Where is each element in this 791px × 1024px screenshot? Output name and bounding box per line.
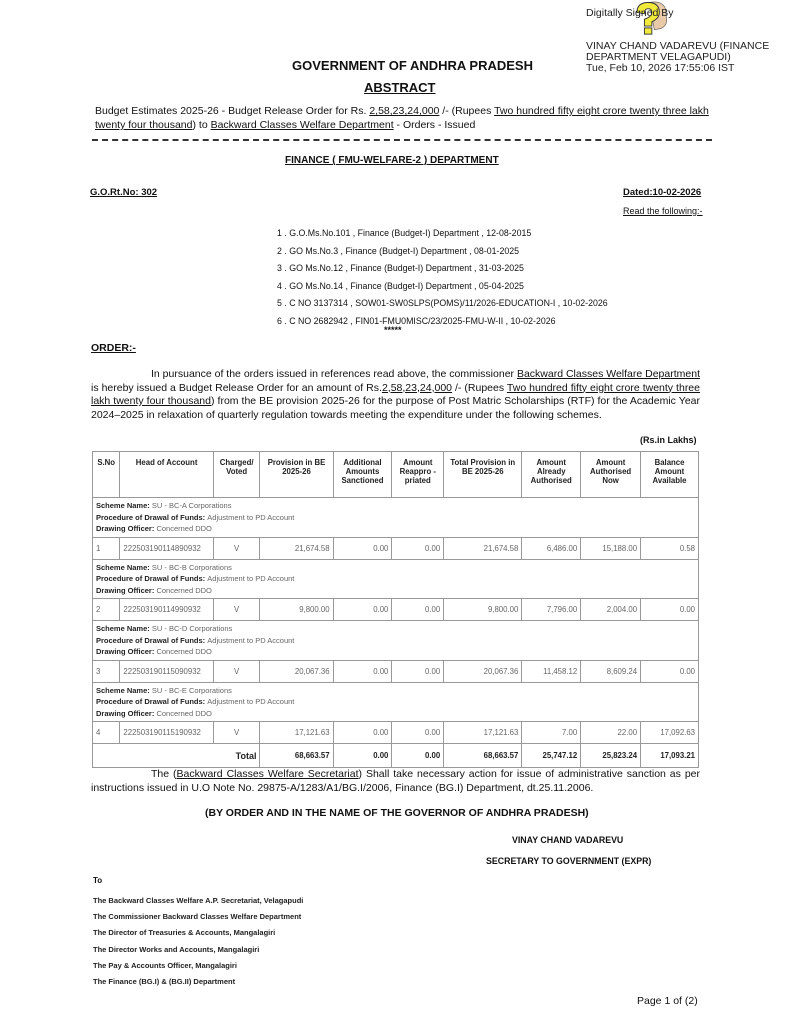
recipient-item: The Director of Treasuries & Accounts, Mangalagiri — [93, 928, 276, 938]
digital-signature-block — [586, 8, 791, 74]
order-heading: ORDER:- — [91, 342, 136, 354]
total-cell: 25,747.12 — [522, 744, 581, 768]
table-cell: 222503190114990932 — [120, 599, 213, 621]
table-cell: 0.00 — [392, 722, 444, 744]
drawing-officer-label: Drawing Officer: — [96, 524, 157, 533]
go-number: G.O.Rt.No: 302 — [90, 187, 158, 198]
footer-text: The ( — [151, 768, 177, 780]
recipient-item: The Backward Classes Welfare A.P. Secretariat, Velagapudi — [93, 896, 304, 905]
signature-timestamp: Tue, Feb 10, 2026 17:55:06 IST — [586, 62, 735, 74]
abstract-title: ABSTRACT — [364, 80, 436, 95]
procedure-value: Adjustment to PD Account — [207, 574, 295, 583]
table-cell: 15,188.00 — [581, 537, 641, 559]
col-header: Amount Authorised Now — [581, 452, 641, 498]
table-row — [93, 537, 699, 559]
col-header: Additional Amounts Sanctioned — [333, 452, 392, 498]
scheme-info-row — [93, 621, 699, 661]
signature-signer-line2: DEPARTMENT VELAGAPUDI) — [586, 51, 731, 63]
subject-text: Budget Estimates 2025-26 - Budget Release Order for Rs. — [95, 105, 370, 117]
procedure-value: Adjustment to PD Account — [207, 635, 295, 645]
total-cell: 0.00 — [333, 744, 392, 768]
order-paragraph — [91, 368, 700, 422]
table-cell: 222503190114890932 — [120, 537, 213, 559]
drawing-officer-label: Drawing Officer: — [96, 708, 157, 718]
scheme-name-label: Scheme Name: — [96, 562, 152, 572]
recipient-item: The Finance (BG.I) & (BG.II) Department — [93, 976, 236, 986]
table-cell: 0.00 — [641, 660, 699, 682]
table-header-row — [93, 452, 699, 498]
reference-item: 3 . GO Ms.No.12 , Finance (Budget-I) Department , 31-03-2025 — [277, 263, 524, 273]
procedure-label: Procedure of Drawal of Funds: — [96, 635, 208, 645]
scheme-name-label: Scheme Name: — [96, 685, 152, 695]
table-cell: V — [213, 722, 260, 744]
col-header: Charged/ Voted — [213, 452, 260, 498]
drawing-officer-value: Concerned DDO — [156, 647, 212, 656]
procedure-value: Adjustment to PD Account — [207, 512, 295, 522]
table-cell: 20,067.36 — [444, 660, 522, 682]
table-cell: 0.00 — [392, 537, 444, 559]
table-cell: 17,121.63 — [260, 722, 333, 744]
order-text: ) from the BE provision 2025-26 for the purpose of Post Matric Scholarships (RTF) for the Academic Year 2024–2025 in relaxation of quarterly regulation towards meeting the expenditure under the following schemes. — [91, 395, 700, 421]
dashed-divider — [92, 139, 712, 141]
table-cell: 7.00 — [522, 722, 581, 744]
table-cell: V — [213, 599, 260, 621]
table-cell: 3 — [93, 660, 120, 682]
scheme-info — [93, 559, 699, 599]
footer-paragraph — [91, 768, 700, 795]
scheme-info-row — [93, 682, 699, 722]
signer-name: VINAY CHAND VADAREVU — [512, 835, 624, 845]
subject-line — [95, 104, 715, 132]
table-row — [93, 660, 699, 682]
scheme-info — [93, 621, 699, 661]
table-cell: 0.00 — [333, 599, 392, 621]
separator-stars: ***** — [384, 325, 402, 335]
order-amount: 2,58,23,24,000 — [381, 381, 453, 394]
total-cell: 25,823.24 — [581, 744, 641, 768]
table-cell: 2 — [93, 599, 120, 621]
drawing-officer-value: Concerned DDO — [156, 524, 212, 533]
to-label: To — [93, 876, 103, 885]
total-cell: 17,093.21 — [641, 744, 699, 768]
reference-item: 6 . C NO 2682942 , FIN01-FMU0MISC/23/2025-FMU-W-II , 10-02-2026 — [277, 315, 556, 326]
department-title: FINANCE ( FMU-WELFARE-2 ) DEPARTMENT — [285, 155, 499, 166]
table-total-row — [93, 744, 699, 768]
signature-signer-line1: VINAY CHAND VADAREVU (FINANCE — [586, 40, 770, 52]
scheme-name: SU - BC-E Corporations — [151, 685, 232, 695]
table-cell: 17,092.63 — [641, 722, 699, 744]
go-date: Dated:10-02-2026 — [623, 187, 702, 198]
page-number: Page 1 of (2) — [637, 995, 698, 1007]
table-cell: 2,004.00 — [581, 599, 641, 621]
table-cell: 0.58 — [641, 537, 699, 559]
table-cell: 222503190115090932 — [120, 660, 213, 682]
scheme-info-row — [93, 559, 699, 599]
table-cell: 0.00 — [392, 599, 444, 621]
table-cell: 0.00 — [392, 660, 444, 682]
table-cell: 0.00 — [333, 722, 392, 744]
recipient-item: The Pay & Accounts Officer, Mangalagiri — [93, 960, 237, 970]
scheme-name: SU - BC-B Corporations — [151, 562, 232, 572]
scheme-info — [93, 498, 699, 538]
read-following-label: Read the following:- — [623, 206, 703, 216]
table-cell: 1 — [93, 537, 120, 559]
subject-amount-words: Two hundred fifty eight crore twenty three lakh twenty four thousand — [95, 105, 709, 131]
table-row — [93, 722, 699, 744]
scheme-info-row — [93, 498, 699, 538]
total-cell: 0.00 — [392, 744, 444, 768]
col-header: Total Provision in BE 2025-26 — [444, 452, 522, 498]
table-cell: 0.00 — [641, 599, 699, 621]
footer-secretariat: Backward Classes Welfare Secretariat — [176, 768, 359, 780]
scheme-name: SU - BC-A Corporations — [151, 501, 232, 510]
drawing-officer-label: Drawing Officer: — [96, 647, 157, 656]
table-row — [93, 599, 699, 621]
table-cell: 21,674.58 — [260, 537, 333, 559]
subject-text: /- (Rupees — [439, 105, 495, 117]
subject-amount: 2,58,23,24,000 — [369, 105, 440, 117]
order-department: Backward Classes Welfare Department — [516, 368, 700, 380]
scheme-name-label: Scheme Name: — [96, 501, 152, 510]
scheme-name: SU - BC-D Corporations — [151, 624, 233, 633]
total-label: Total — [93, 744, 260, 768]
subject-text: - Orders - Issued — [393, 119, 476, 131]
table-cell: 0.00 — [333, 660, 392, 682]
table-units: (Rs.in Lakhs) — [640, 435, 697, 445]
reference-item: 2 . GO Ms.No.3 , Finance (Budget-I) Department , 08-01-2025 — [277, 245, 520, 256]
by-order-line: (BY ORDER AND IN THE NAME OF THE GOVERNOR OF ANDHRA PRADESH) — [205, 807, 589, 819]
order-text: is hereby issued a Budget Release Order for an amount of Rs. — [91, 381, 382, 394]
subject-text: ) to — [192, 119, 211, 131]
col-header: Balance Amount Available — [641, 452, 699, 498]
order-text: In pursuance of the orders issued in references read above, the commissioner — [151, 368, 517, 380]
table-cell: 22.00 — [581, 722, 641, 744]
signer-designation: SECRETARY TO GOVERNMENT (EXPR) — [486, 856, 652, 866]
recipient-item: The Director Works and Accounts, Mangalagiri — [93, 944, 260, 954]
table-cell: 9,800.00 — [260, 599, 333, 621]
signature-label: Digitally Signed By — [586, 7, 674, 19]
drawing-officer-value: Concerned DDO — [156, 585, 212, 595]
col-header: Head of Account — [120, 452, 213, 498]
procedure-value: Adjustment to PD Account — [207, 697, 295, 706]
table-cell: 222503190115190932 — [120, 722, 213, 744]
table-cell: 8,609.24 — [581, 660, 641, 682]
order-amount-words: Two hundred fifty eight crore twenty three lakh twenty four thousand — [91, 381, 700, 407]
total-cell: 68,663.57 — [260, 744, 333, 768]
table-cell: 0.00 — [333, 537, 392, 559]
budget-table — [92, 451, 699, 768]
subject-department: Backward Classes Welfare Department — [210, 119, 394, 131]
total-cell: 68,663.57 — [444, 744, 522, 768]
government-title: GOVERNMENT OF ANDHRA PRADESH — [292, 58, 533, 73]
procedure-label: Procedure of Drawal of Funds: — [96, 697, 208, 706]
reference-item: 4 . GO Ms.No.14 , Finance (Budget-I) Department , 05-04-2025 — [277, 280, 524, 291]
col-header: Provision in BE 2025-26 — [260, 452, 333, 498]
references-list — [277, 227, 608, 332]
table-cell: V — [213, 660, 260, 682]
recipients-list — [93, 896, 303, 993]
table-cell: 21,674.58 — [444, 537, 522, 559]
drawing-officer-value: Concerned DDO — [156, 708, 212, 718]
recipient-item: The Commissioner Backward Classes Welfare Department — [93, 912, 302, 922]
table-cell: 4 — [93, 722, 120, 744]
col-header: Amount Reappro -priated — [392, 452, 444, 498]
table-cell: 6,486.00 — [522, 537, 581, 559]
table-cell: 20,067.36 — [260, 660, 333, 682]
drawing-officer-label: Drawing Officer: — [96, 585, 157, 595]
table-cell: 9,800.00 — [444, 599, 522, 621]
col-header: Amount Already Authorised — [522, 452, 581, 498]
procedure-label: Procedure of Drawal of Funds: — [96, 512, 208, 522]
reference-item: 5 . C NO 3137314 , SOW01-SW0SLPS(POMS)/11/2026-EDUCATION-I , 10-02-2026 — [277, 298, 608, 308]
table-cell: 17,121.63 — [444, 722, 522, 744]
scheme-name-label: Scheme Name: — [96, 624, 152, 633]
table-cell: 11,458.12 — [522, 660, 581, 682]
scheme-info — [93, 682, 699, 722]
reference-item: 1 . G.O.Ms.No.101 , Finance (Budget-I) Department , 12-08-2015 — [277, 228, 532, 238]
order-text: /- (Rupees — [452, 381, 507, 394]
procedure-label: Procedure of Drawal of Funds: — [96, 574, 208, 583]
table-cell: 7,796.00 — [522, 599, 581, 621]
col-header: S.No — [93, 452, 120, 498]
footer-text: ) Shall take necessary action for issue of administrative sanction as per instructions issued in U.O Note No. 29875-A/1283/A1/BG.I/2006, Finance (BG.I) Department, dt.25.11.2006. — [91, 768, 700, 794]
table-cell: V — [213, 537, 260, 559]
